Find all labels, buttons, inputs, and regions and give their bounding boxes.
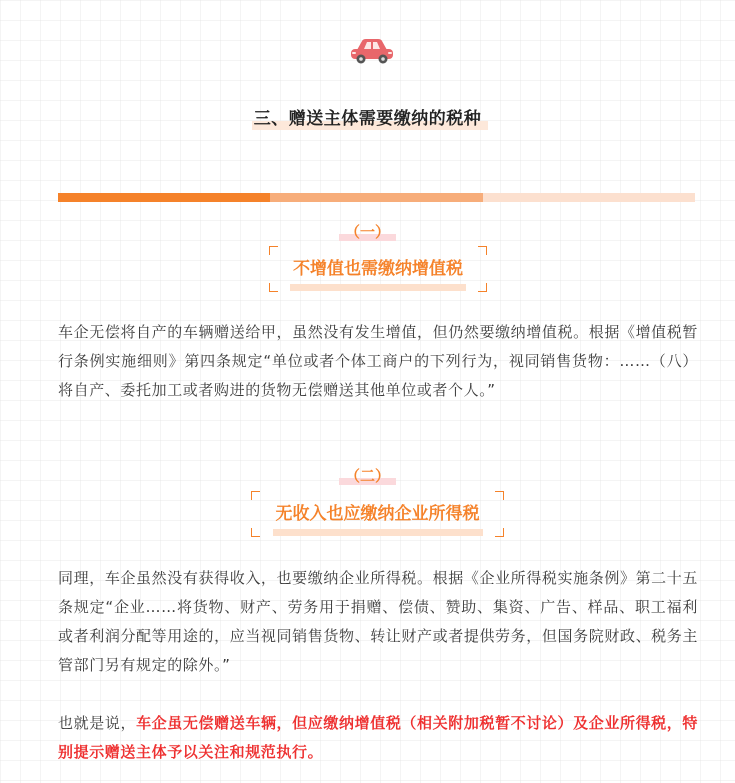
- subsection-heading-1: 不增值也需缴纳增值税: [293, 246, 463, 292]
- divider-segment-2: [270, 193, 483, 202]
- paragraph-2: 同理，车企虽然没有获得收入，也要缴纳企业所得税。根据《企业所得税实施条例》第二十五条规定“企业……将货物、财产、劳务用于捐赠、偿债、赞助、集资、广告、样品、职工福利或者利润分配等用途的，应当视同销售货物、转让财产或者提供劳务，但国务院财政、税务主管部门另有规定的除外。”: [58, 569, 698, 674]
- paragraph-1: 车企无偿将自产的车辆赠送给甲，虽然没有发生增值，但仍然要缴纳增值税。根据《增值税暂行条例实施细则》第四条规定“单位或者个体工商户的下列行为，视同销售货物：……（八）将自产、委托加工或者购进的货物无偿赠送其他单位或者个人。”: [58, 323, 698, 399]
- conclusion-paragraph: [58, 709, 698, 767]
- subsection-heading-2: 无收入也应缴纳企业所得税: [276, 491, 480, 537]
- subsection-number-1: （一）: [0, 221, 735, 242]
- section-divider-bar: [58, 193, 695, 202]
- section-title: 三、赠送主体需要缴纳的税种: [253, 109, 482, 129]
- conclusion-emphasis: 车企虽无偿赠送车辆，但应缴纳增值税（相关附加税暂不讨论）及企业所得税，特别提示赠送主体予以关注和规范执行。: [58, 714, 698, 761]
- divider-segment-3: [483, 193, 695, 202]
- conclusion-prefix: 也就是说，: [58, 714, 137, 732]
- subsection-heading-box-1: [269, 246, 487, 292]
- subsection-number-2: （二）: [0, 465, 735, 486]
- subsection-heading-box-2: [251, 491, 504, 537]
- divider-segment-1: [58, 193, 270, 202]
- car-icon: [349, 37, 395, 65]
